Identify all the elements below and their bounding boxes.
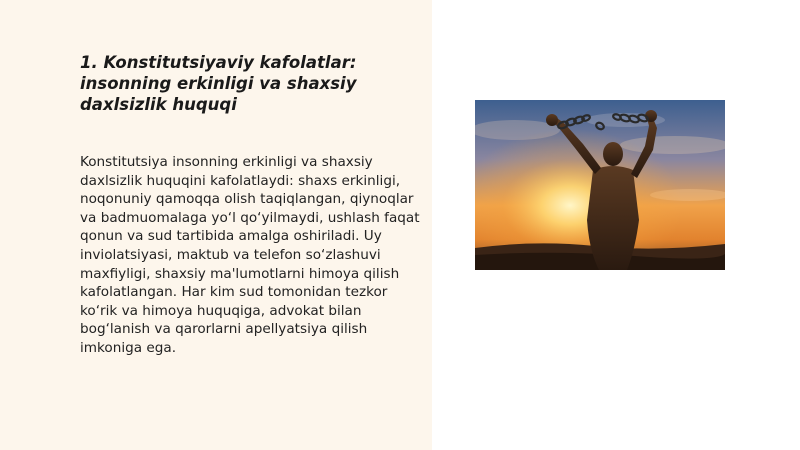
freedom-photo [475, 100, 725, 270]
slide-body-text: Konstitutsiya insonning erkinligi va shaxsiy daxlsizlik huquqini kafolatlaydi: shaxs erkinligi, noqonuniy qamoqqa olish taqiqlangan, qiynoqlar va badmuomalaga yo‘l qo‘yilmaydi, ushlash faqat qonun va sud tartibida amalga oshiriladi. Uy inviolatsiyasi, maktub va telefon so‘zlashuvi maxfiyligi, shaxsiy ma'lumotlarni himoya qilish kafolatlangan. Har kim sud tomonidan tezkor ko‘rik va himoya huquqiga, advokat bilan bog‘lanish va qarorlarni apellyatsiya qilish imkoniga ega. [80, 154, 420, 356]
slide-title: 1. Konstitutsiyaviy kafolatlar: insonning erkinligi va shaxsiy daxlsizlik huquqi [80, 53, 357, 114]
